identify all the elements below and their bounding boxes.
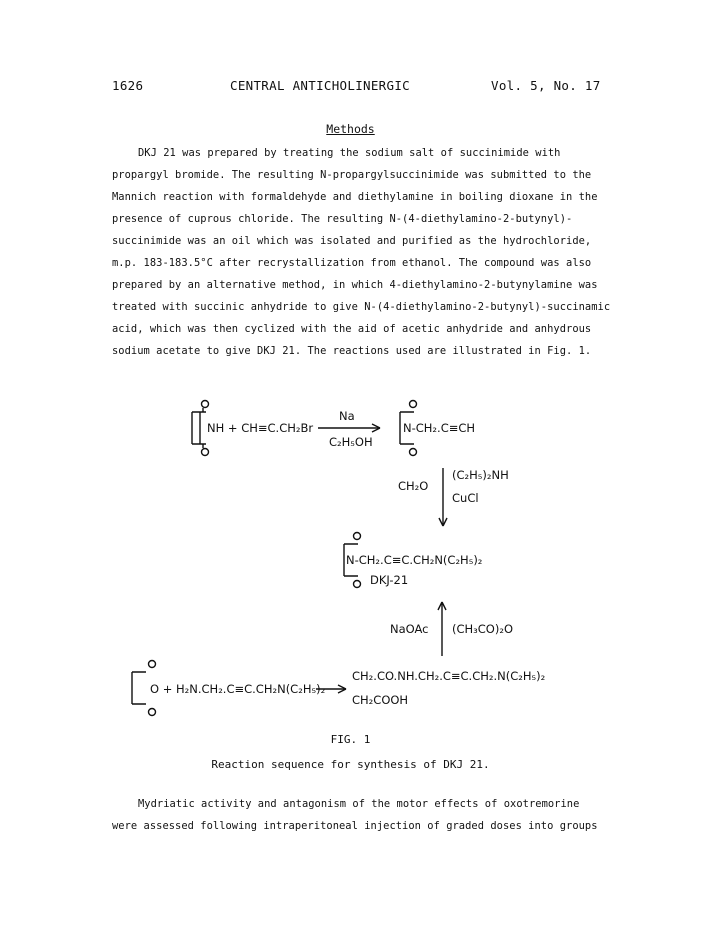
paragraph-line: prepared by an alternative method, in which 4-diethylamino-2-butynylamine was — [112, 279, 598, 291]
figure-label: FIG. 1 — [330, 733, 371, 746]
succinamic-acid-bottom: CH₂COOH — [352, 693, 409, 707]
succinimide-ring — [192, 412, 206, 444]
step1-reactants: NH + CH≡C.CH₂Br — [207, 421, 314, 435]
paragraph-line: succinimide was an oil which was isolated and purified as the hydrochloride, — [112, 235, 592, 247]
paragraph-line: were assessed following intraperitoneal injection of graded doses into groups — [112, 820, 598, 832]
step1-reagent-above: Na — [339, 409, 355, 423]
paragraph-line: sodium acetate to give DKJ 21. The reactions used are illustrated in Fig. 1. — [112, 345, 592, 357]
page-number: 1626 — [112, 78, 144, 93]
carbonyl-oxygen — [202, 401, 209, 408]
methods-paragraph — [112, 142, 611, 362]
figure-caption: Reaction sequence for synthesis of DKJ 21. — [211, 758, 490, 771]
paragraph-line: propargyl bromide. The resulting N-propargylsuccinimide was submitted to the — [112, 169, 592, 181]
step1-reagent-below: C₂H₅OH — [329, 435, 373, 449]
step3-reagent-right: (CH₃CO)₂O — [452, 622, 514, 636]
running-title: CENTRAL ANTICHOLINERGIC — [230, 78, 410, 93]
step2-reagent-right-bottom: CuCl — [452, 491, 479, 505]
volume-issue: Vol. 5, No. 17 — [491, 78, 601, 93]
step2-reagent-left: CH₂O — [398, 479, 429, 493]
step1-product: N-CH₂.C≡CH — [403, 421, 476, 435]
paragraph-line: DKJ 21 was prepared by treating the sodium salt of succinimide with — [138, 147, 561, 159]
paragraph-line: Mydriatic activity and antagonism of the motor effects of oxotremorine — [138, 798, 580, 810]
paragraph-line: treated with succinic anhydride to give N-(4-diethylamino-2-butynyl)-succinamic — [112, 301, 611, 313]
section-heading: Methods — [326, 122, 375, 136]
paragraph-line: m.p. 183-183.5°C after recrystallization from ethanol. The compound was also — [112, 257, 592, 269]
dkj21-structure: N-CH₂.C≡C.CH₂N(C₂H₅)₂ — [346, 553, 483, 567]
section-heading-container — [0, 122, 701, 136]
dkj21-label: DKJ-21 — [370, 573, 409, 587]
carbonyl-oxygen — [202, 449, 209, 456]
reaction-scheme — [0, 380, 701, 720]
paragraph-line: acid, which was then cyclized with the aid of acetic anhydride and anhydrous — [112, 323, 592, 335]
step3-reagent-left: NaOAc — [390, 622, 429, 636]
paragraph-line: presence of cuprous chloride. The resulting N-(4-diethylamino-2-butynyl)- — [112, 213, 573, 225]
paragraph-line: Mannich reaction with formaldehyde and diethylamine in boiling dioxane in the — [112, 191, 598, 203]
results-paragraph — [112, 793, 602, 837]
succinamic-acid-top: CH₂.CO.NH.CH₂.C≡C.CH₂.N(C₂H₅)₂ — [352, 669, 546, 683]
bottom-reactants: O + H₂N.CH₂.C≡C.CH₂N(C₂H₅)₂ — [150, 682, 326, 696]
anhydride-ring — [132, 672, 146, 704]
step2-reagent-right-top: (C₂H₅)₂NH — [452, 468, 509, 482]
